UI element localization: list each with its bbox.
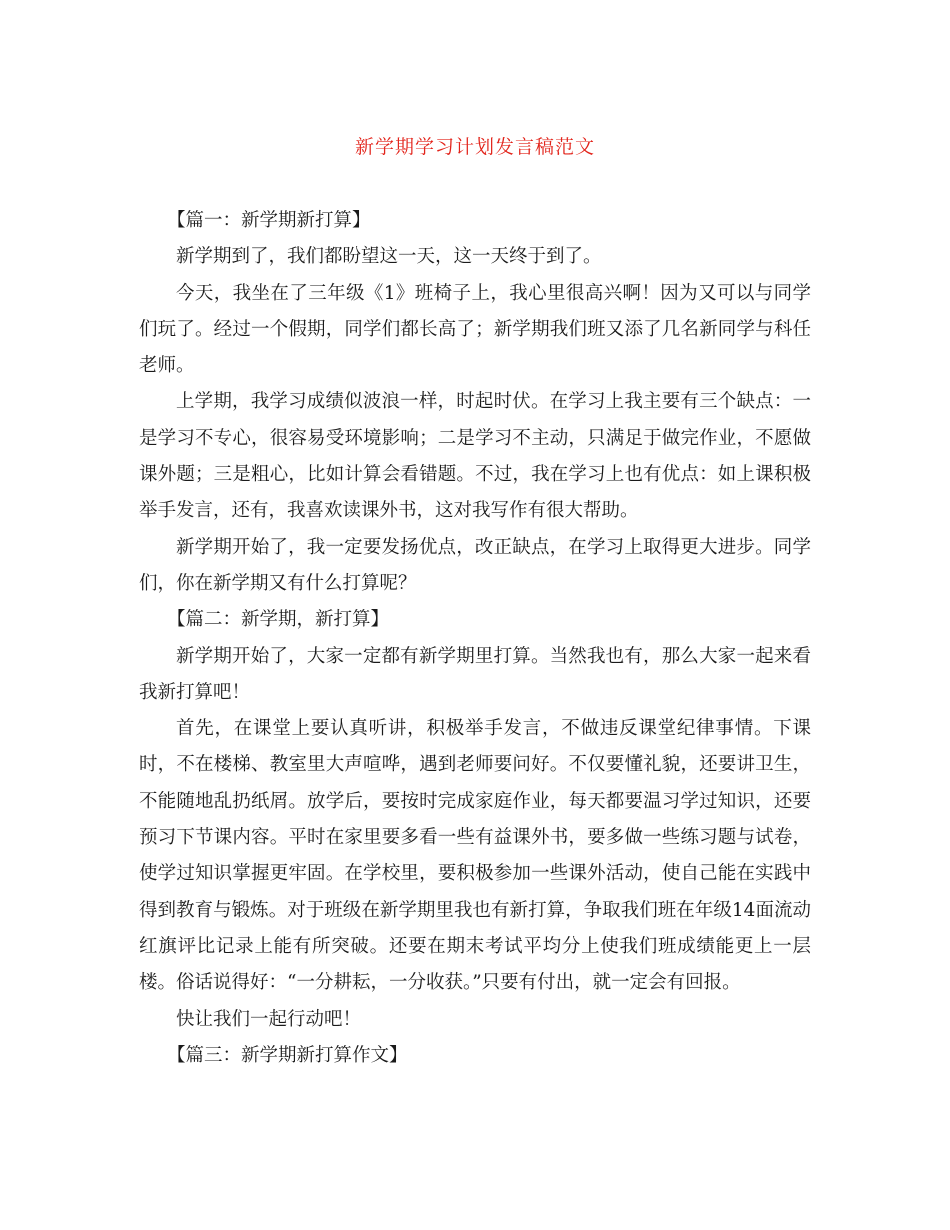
paragraph: 新学期开始了，大家一定都有新学期里打算。当然我也有，那么大家一起来看我新打算吧！ — [139, 645, 811, 703]
section-heading-3: 【篇三：新学期新打算作文】 — [167, 1044, 408, 1066]
paragraph: 首先，在课堂上要认真听讲，积极举手发言，不做违反课堂纪律事情。下课时，不在楼梯、教室里大声喧哗，遇到老师要问好。不仅要懂礼貌，还要讲卫生，不能随地乱扔纸屑。放学后，要按时完成家庭作业，每天都要温习学过知识，还要预习下节课内容。平时在家里要多看一些有益课外书，要多做一些练习题与试卷，使学过知识掌握更牢固。在学校里，要积极参加一些课外活动，使自己能在实践中得到教育与锻炼。对于班级在新学期里我也有新打算，争取我们班在年级14面流动红旗评比记录上能有所突破。还要在期末考试平均分上使我们班成绩能更上一层楼。俗话说得好：“一分耕耘，一分收获。”只要有付出，就一定会有回报。 — [139, 718, 811, 994]
section-heading-2: 【篇二：新学期，新打算】 — [167, 609, 390, 631]
paragraph: 快让我们一起行动吧！ — [176, 1008, 362, 1030]
paragraph: 新学期开始了，我一定要发扬优点，改正缺点，在学习上取得更大进步。同学们，你在新学期又有什么打算呢？ — [139, 536, 811, 594]
paragraph: 今天，我坐在了三年级《1》班椅子上，我心里很高兴啊！因为又可以与同学们玩了。经过一个假期，同学们都长高了；新学期我们班又添了几名新同学与科任老师。 — [139, 282, 811, 377]
document-body — [139, 203, 811, 1074]
paragraph: 上学期，我学习成绩似波浪一样，时起时伏。在学习上我主要有三个缺点：一是学习不专心，很容易受环境影响；二是学习不主动，只满足于做完作业，不愿做课外题；三是粗心，比如计算会看错题。不过，我在学习上也有优点：如上课积极举手发言，还有，我喜欢读课外书，这对我写作有很大帮助。 — [139, 391, 811, 522]
paragraph: 新学期到了，我们都盼望这一天，这一天终于到了。 — [176, 246, 602, 268]
document-title: 新学期学习计划发言稿范文 — [354, 136, 595, 158]
section-heading-1: 【篇一：新学期新打算】 — [167, 210, 371, 231]
